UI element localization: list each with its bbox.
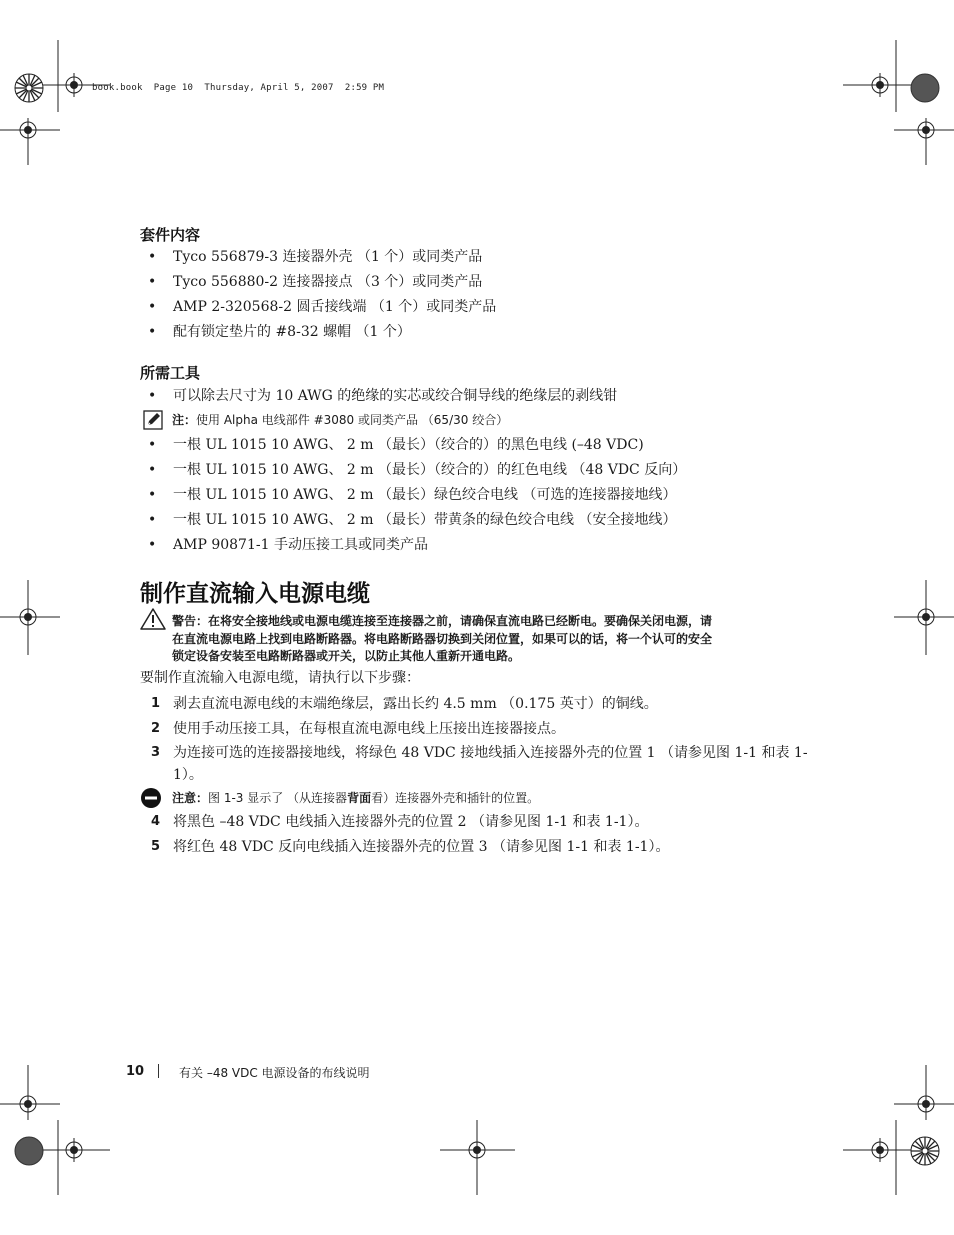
list-item: • 一根 UL 1015 10 AWG、 2 m （最长）绿色绞合电线 （可选的连接器接地线）: [148, 487, 677, 503]
registration-target-icon: [914, 1092, 938, 1116]
notice-text: 注意：图 1-3 显示了 （从连接器背面看）连接器外壳和插针的位置。: [172, 791, 540, 805]
list-item: • AMP 90871-1 手动压接工具或同类产品: [148, 537, 428, 553]
steps-intro: 要制作直流输入电源电缆，请执行以下步骤：: [140, 670, 420, 686]
registration-target-icon: [868, 1138, 892, 1162]
sunburst-mark-icon: [13, 72, 45, 104]
list-item: • 一根 UL 1015 10 AWG、 2 m （最长）带黄条的绿色绞合电线 （安全接地线）: [148, 512, 677, 528]
registration-target-icon: [16, 605, 40, 629]
warning-triangle-icon: [140, 608, 166, 630]
list-item: • Tyco 556879-3 连接器外壳 （1 个）或同类产品: [148, 249, 483, 265]
registration-target-icon: [62, 73, 86, 97]
print-header: book.book Page 10 Thursday, April 5, 2007 2:59 PM: [92, 83, 385, 93]
notice-icon: [140, 787, 162, 809]
sunburst-mark-icon: [909, 1135, 941, 1167]
registration-target-icon: [16, 118, 40, 142]
gray-dot-mark-icon: [909, 72, 941, 104]
list-item: • 一根 UL 1015 10 AWG、 2 m （最长）（绞合的）的黑色电线 (–48 VDC): [148, 437, 644, 453]
note-pencil-icon: [143, 410, 163, 430]
list-item: • Tyco 556880-2 连接器接点 （3 个）或同类产品: [148, 274, 483, 290]
gray-dot-mark-icon: [13, 1135, 45, 1167]
step-item: 5 将红色 48 VDC 反向电线插入连接器外壳的位置 3 （请参见图 1-1 和表 1-1）。: [151, 839, 670, 855]
list-item: • AMP 2-320568-2 圆舌接线端 （1 个）或同类产品: [148, 299, 497, 315]
warning-text: 警告：在将安全接地线或电源电缆连接至连接器之前，请确保直流电路已经断电。要确保关闭电源，请 在直流电源电路上找到电路断路器。将电路断路器切换到关闭位置，如果可以的话，将一个认可的安全 锁定设备安装至电路断路器或开关，以防止其他人重新开通电路。: [172, 614, 713, 663]
registration-target-icon: [62, 1138, 86, 1162]
tools-note: 注：使用 Alpha 电线部件 #3080 或同类产品 （65/30 绞合）: [172, 413, 509, 427]
footer-title: 有关 –48 VDC 电源设备的布线说明: [179, 1066, 370, 1080]
kit-heading: 套件内容: [140, 226, 201, 244]
step-item: 2 使用手动压接工具，在每根直流电源电线上压接出连接器接点。: [151, 721, 565, 737]
step-item: 1 剥去直流电源电线的末端绝缘层，露出长约 4.5 mm （0.175 英寸）的铜线。: [151, 696, 658, 712]
footer-divider: [158, 1064, 159, 1078]
chapter-title: 制作直流输入电源电缆: [140, 581, 370, 607]
list-item: • 配有锁定垫片的 #8-32 螺帽 （1 个）: [148, 324, 411, 340]
registration-target-icon: [914, 605, 938, 629]
page-number: 10: [126, 1064, 145, 1079]
registration-target-icon: [868, 73, 892, 97]
tools-heading: 所需工具: [140, 364, 201, 382]
registration-target-icon: [16, 1092, 40, 1116]
step-item: 4 将黑色 –48 VDC 电线插入连接器外壳的位置 2 （请参见图 1-1 和表 1-1）。: [151, 814, 649, 830]
registration-target-icon: [465, 1138, 489, 1162]
list-item: • 可以除去尺寸为 10 AWG 的绝缘的实芯或绞合铜导线的绝缘层的剥线钳: [148, 388, 618, 404]
step-item: 3 为连接可选的连接器接地线，将绿色 48 VDC 接地线插入连接器外壳的位置 1 （请参见图 1-1 和表 1-1）。: [151, 745, 808, 783]
list-item: • 一根 UL 1015 10 AWG、 2 m （最长）（绞合的）的红色电线 （48 VDC 反向）: [148, 462, 687, 478]
registration-target-icon: [914, 118, 938, 142]
